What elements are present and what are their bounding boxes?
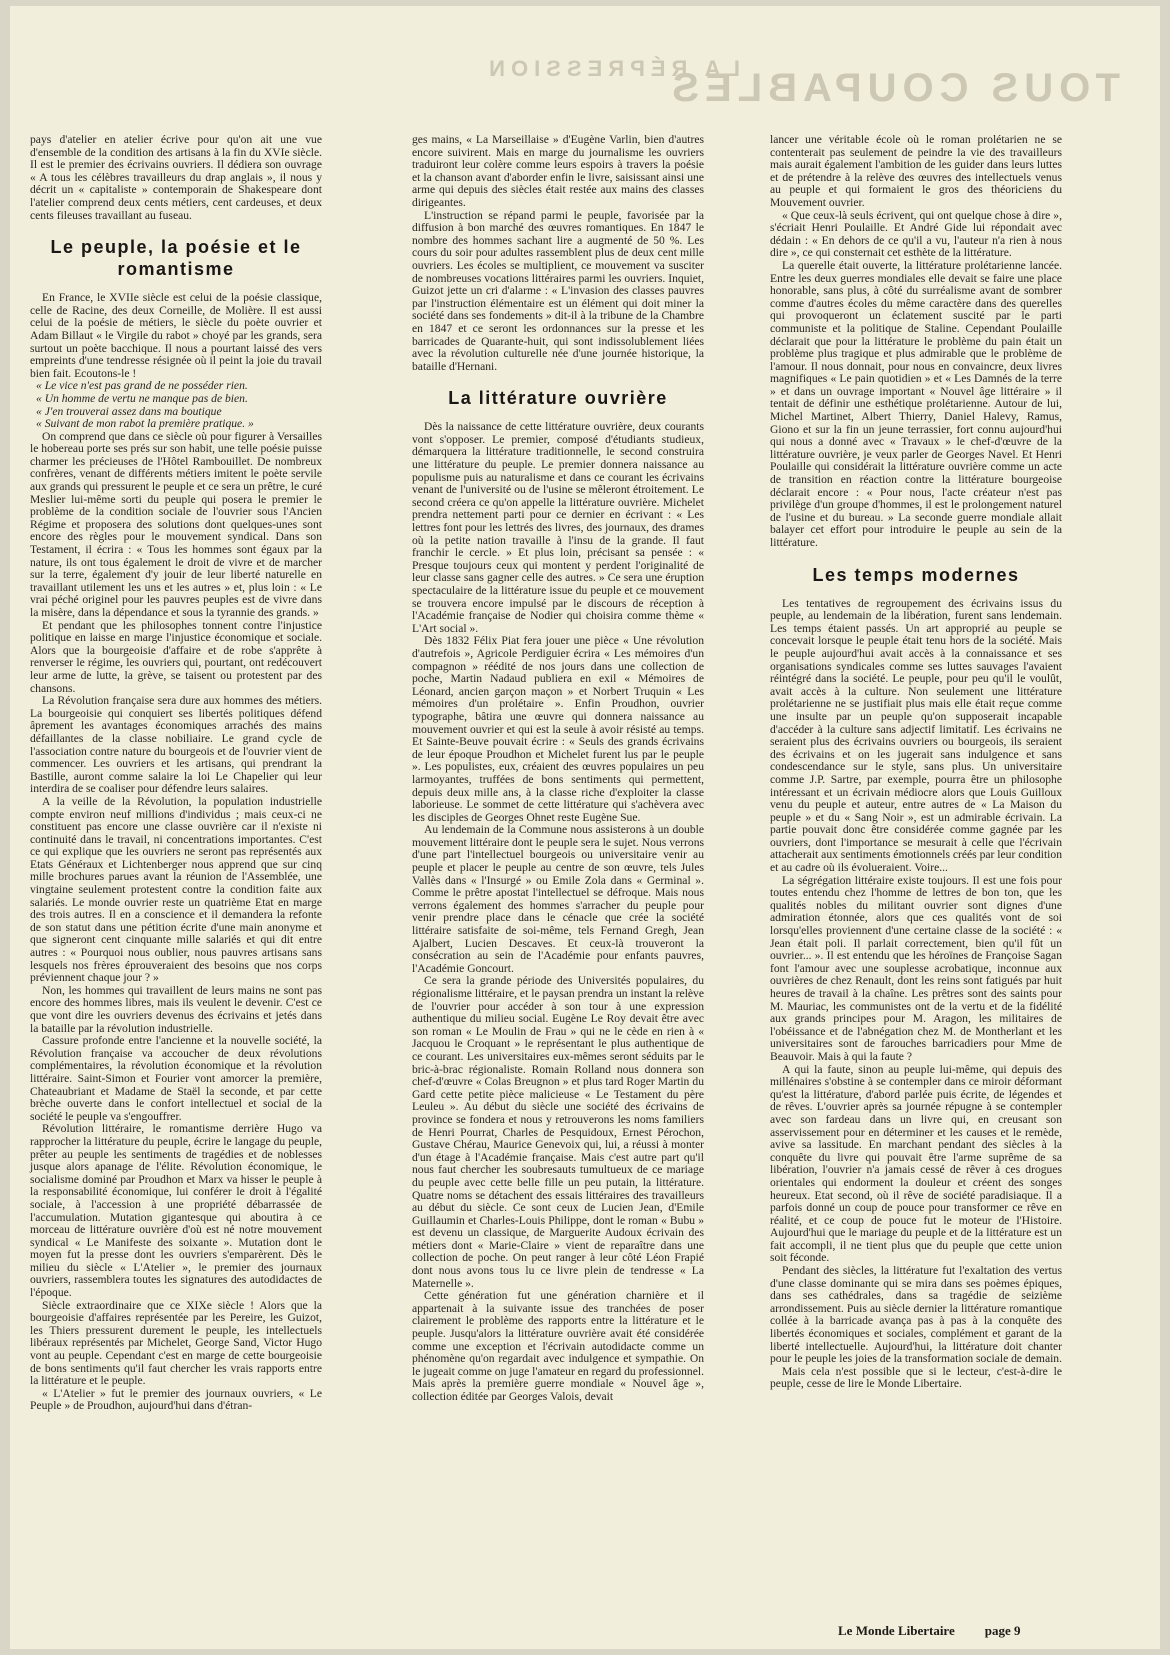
- paragraph: Révolution littéraire, le romantisme derrière Hugo va rapprocher la littérature du peuple, écrire le langage du peuple, prêter au peuple les sentiments de tragédies et de noblesses jusque alors apanage de l'élite. Révolution économique, le socialisme dominé par Proudhon et Marx va hisser le peuple à la responsabilité économique, lui conférer le droit à l'égalité sociale, à l'accession à une propriété débarrassée de l'accumulation. Mutation gigantesque qui aboutira à ce morceau de littérature ouvrière d'où est né notre mouvement syndical « Le Manifeste des soixante ». Mutation dont le moyen fut la presse dont les ouvriers s'emparèrent. Dès le milieu du siècle « L'Atelier », le premier des journaux ouvriers, rassemblera toutes les signatures des autodidactes de l'époque.: [30, 1122, 322, 1300]
- newspaper-name: Le Monde Libertaire: [838, 1623, 955, 1638]
- paragraph: Ce sera la grande période des Universités populaires, du régionalisme littéraire, et le paysan prendra un instant la relève de l'ouvrier pour accéder à son tour à une expression authentique du milieu social. Eugène Le Roy devait être avec son roman « Le Moulin de Frau » qui ne le cède en rien à « Jacquou le Croquant » le représentant le plus authentique de ce courant. Les universitaires eux-mêmes seront séduits par le bric-à-brac régionaliste. Romain Rolland nous donnera son chef-d'œuvre « Colas Breugnon » et plus tard Roger Martin du Gard cette petite pièce malicieuse « Le Testament du père Leuleu ». Au début du siècle une société des écrivains de province se fondera et nous y retrouverons les noms familiers de Henri Pourrat, Charles de Pesquidoux, Ernest Pérochon, Gustave Chérau, Maurice Genevoix qui, lui, a réussi à monter d'un étage à l'Académie française. Mais c'est autre part qu'il nous faut chercher les soubresauts tumultueux de ce mariage du peuple avec cette belle fille un peu putain, la littérature. Quatre noms se détachent des essais littéraires des travailleurs au début du siècle. Ce sont ceux de Lucien Jean, d'Emile Guillaumin et Charles-Louis Philippe, dont le roman « Bubu » est devenu un classique, de Marguerite Audoux écrivain des métiers dont « Marie-Claire » vient de reparaître dans une collection de poche. On peut ranger à leur côté Léon Frapié dont nous avons tous lu ce livre plein de tendresse « La Maternelle ».: [412, 974, 704, 1290]
- paragraph: A la veille de la Révolution, la population industrielle compte environ neuf millions d'individus ; mais ceux-ci ne constituent pas encore une classe ouvrière car il n'existe ni continuité dans le travail, ni concentrations importantes. C'est ce qui explique que les ouvriers ne seront pas représentés aux Etats Généraux et Lichtenberger nous apprend que sur cinq mille brochures parues avant la réunion de l'Assemblée, une vingtaine seulement protestent contre la condition faite aux salariés. Le monde ouvrier reste un quatrième Etat en marge des trois autres. Il en a conscience et il demandera la refonte de son statut dans une pétition écrite d'une main anonyme et que signeront cent cinquante mille salariés et qui dit entre autres : « Pourquoi nous oublier, nous pauvres artisans sans lesquels nos frères éprouveraient des besoins que nos corps préviennent chaque jour ? »: [30, 794, 322, 985]
- paragraph: A qui la faute, sinon au peuple lui-même, qui depuis des millénaires s'obstine à se contempler dans ce miroir déformant qu'est la littérature, d'abord parlée puis écrite, de légendes et de rêves. L'ouvrier après sa journée répugne à se contempler avec son fardeau dans un livre qui, en creusant son asservissement pour en déterminer et les causes et le remède, avive sa lassitude. En marchant pendant des siècles à la conquête du livre qui pouvait être l'arme suprême de sa libération, l'ouvrier n'a jamais cessé de rêver à ces drogues orientales qui endorment la douleur et créent des songes heureux. Etat second, où il rêve de société paradisiaque. Il a parfois donné un coup de pouce pour transformer ce rêve en réalité, et ce coup de pouce fut le moteur de l'Histoire. Aujourd'hui que le mariage du peuple et de la littérature est un fait accompli, il ne tient plus que du peuple que cette union soit féconde.: [770, 1062, 1062, 1265]
- paragraph: Mais cela n'est possible que si le lecteur, c'est-à-dire le peuple, cesse de lire le Monde Libertaire.: [770, 1364, 1062, 1391]
- paragraph: Dès 1832 Félix Piat fera jouer une pièce « Une révolution d'autrefois », Agricole Perdiguier écrira « Les mémoires d'un compagnon » réédité de nos jours dans une collection de poche, Martin Nadaud publiera en exil « Mémoires de Léonard, ancien garçon maçon » et Norbert Truquin « Les mémoires d'un prolétaire ». Enfin Proudhon, ouvrier typographe, bâtira une œuvre qui donnera naissance au mouvement ouvrier et qui est la seule à avoir résisté au temps. Et Sainte-Beuve pouvait écrire : « Seuls des grands écrivains de leur époque Proudhon et Michelet furent lus par le peuple ». Les populistes, eux, créaient des œuvres populaires un peu larmoyantes, truffées de bons sentiments qui permettent, depuis deux mille ans, à la classe riche d'exploiter la classe laborieuse. Le sommet de cette littérature qui s'achèvera avec les disciples de Georges Ohnet reste Eugène Sue.: [412, 634, 704, 824]
- verse-line: « Suivant de mon rabot la première pratique. »: [36, 417, 254, 431]
- column-1: [30, 134, 322, 1413]
- newspaper-page: [10, 6, 1160, 1649]
- verse-line: « Le vice n'est pas grand de ne posséder rien.: [36, 379, 248, 393]
- column-2: [412, 134, 704, 1404]
- paragraph: pays d'atelier en atelier écrive pour qu'on ait une vue d'ensemble de la condition des artisans à la fin du XVIe siècle. Il est le premier des écrivains ouvriers. Il dédiera son ouvrage « A tous les célèbres travailleurs du drap anglais », il nous y décrit un « capitaliste » contemporain de Shakespeare dont l'atelier comprend deux cents métiers, cent cardeuses, et deux cents fileuses travaillant au fuseau.: [30, 133, 322, 222]
- verse-line: « Un homme de vertu ne manque pas de bien.: [36, 391, 248, 405]
- paragraph: Pendant des siècles, la littérature fut l'exaltation des vertus d'une classe dominante qui se mira dans ses poèmes épiques, dans ses cathédrales, dans sa tragédie de seizième arrondissement. Puis au siècle dernier la littérature romantique collée à la barricade avança pas à pas à la conquête des libertés économiques et sociales, complément et garant de la liberté intellectuelle. Aujourd'hui, la littérature doit chanter pour le peuple les joies de la transformation sociale de demain.: [770, 1264, 1063, 1366]
- section-heading-temps-modernes: Les temps modernes: [812, 564, 1020, 585]
- paragraph: Non, les hommes qui travaillent de leurs mains ne sont pas encore des hommes libres, mais ils veulent le devenir. C'est ce que vont dire les ouvriers devenus des écrivains et jetés dans la bataille par la révolution industrielle.: [30, 983, 322, 1035]
- bleed-headline: TOUS COUPABLES: [666, 66, 1120, 110]
- column-3: [770, 134, 1062, 1391]
- section-heading-peuple-poesie: Le peuple, la poésie et le romantisme: [50, 237, 302, 280]
- page-number: page 9: [984, 1623, 1021, 1638]
- paragraph: La Révolution française sera dure aux hommes des métiers. La bourgeoisie qui conquiert ses libertés politiques défend âprement les avantages économiques arrachés des mains défaillantes de la classe nobiliaire. Le grand cycle de l'association contre nature du bourgeois et de l'ouvrier vient de commencer. Les ouvriers et les artisans, qui prendrant la Bastille, auront comme salaire la loi Le Chapelier qui leur interdira de se coaliser pour défendre leurs salaires.: [30, 694, 322, 796]
- paragraph: Cassure profonde entre l'ancienne et la nouvelle société, la Révolution française va accoucher de deux révolutions complémentaires, la révolution économique et la révolution littéraire. Saint-Simon et Fourier vont amorcer la première, Chateaubriant et Madame de Staël la seconde, et par cette brèche ouverte dans le confort intellectuel et social de la société le peuple va s'engouffrer.: [30, 1034, 322, 1123]
- paragraph: En France, le XVIIe siècle est celui de la poésie classique, celle de Racine, des deux Corneille, de Molière. Il est aussi celui de la poésie de métiers, le siècle du poète ouvrier et Adam Billaut « le Virgile du rabot » choyé par les grands, sera surtout un poète bacchique. Il nous a pourtant laissé des vers empreints d'une tendresse résignée où il peint la joie du travail bien fait. Ecoutons-le !: [30, 291, 322, 380]
- paragraph: ges mains, « La Marseillaise » d'Eugène Varlin, bien d'autres encore suivirent. Mais en marge du journalisme les ouvriers traduiront leur colère comme leurs espoirs à travers la poésie et la chanson avant d'aborder enfin le livre, saisissant ainsi une arme qui depuis des siècles était restée aux mains des classes dirigeantes.: [412, 133, 704, 209]
- paragraph: Et pendant que les philosophes tonnent contre l'injustice politique en laisse en marge l'injustice économique et sociale. Alors que la bourgeoisie d'affaire et de robe s'apprête à renverser le régime, les ouvriers qui, pourtant, ont redécouvert leur arme de lutte, la grève, se taisent ou protestent par des chansons.: [30, 618, 322, 695]
- paragraph: « L'Atelier » fut le premier des journaux ouvriers, « Le Peuple » de Proudhon, aujourd'hui dans d'étran-: [30, 1386, 322, 1413]
- page-footer: [838, 1623, 1021, 1639]
- verse-line: « J'en trouverai assez dans ma boutique: [36, 404, 222, 418]
- paragraph: « Que ceux-là seuls écrivent, qui ont quelque chose à dire », s'écriait Henri Poulaille. Et André Gide lui répondait avec dédain : « En dehors de ce qu'il a vu, l'auteur n'a rien à nous dire », ce qui consternait cet esthète de la littérature.: [770, 208, 1062, 260]
- paragraph: La ségrégation littéraire existe toujours. Il est une fois pour toutes entendu chez l'homme de lettres de bon ton, que les qualités nobles du militant ouvrier sont dignes d'une admiration étonnée, alors que ces qualités vont de soi lorsqu'elles proviennent d'une certaine classe de la société : « Jean était poli. Il parlait correctement, bien qu'il fût un ouvrier... ». Il est entendu que les héroïnes de Françoise Sagan font l'amour avec une souplesse acrobatique, inconnue aux ouvrières de chez Renault, dont les reins sont fatigués par huit heures de travail à la chaîne. Les prêtres sont des saints pour M. Mauriac, les communistes ont de la vertu et de la fidélité aux grands principes pour M. Aragon, les militaires de l'obéissance et de l'abnégation chez M. de Montherlant et les universitaires sont de farouches barricadiers pour Mme de Beauvoir. Mais à qui la faute ?: [770, 873, 1062, 1063]
- section-heading-litterature-ouvriere: La littérature ouvrière: [448, 388, 668, 409]
- paragraph: lancer une véritable école où le roman prolétarien ne se contenterait pas seulement de peindre la vie des travailleurs mais aurait également l'ambition de les guider dans leurs luttes et de prétendre à la relève des œuvres des intellectuels venus au peuple et qui formaient le gros des théoriciens du Mouvement ouvrier.: [770, 133, 1062, 209]
- bleed-subhead: LA RÉPRESSION: [483, 56, 740, 81]
- paragraph: L'instruction se répand parmi le peuple, favorisée par la diffusion à bon marché des œuvres romantiques. En 1847 le nombre des hommes sachant lire a augmenté de 50 %. Les cours du soir pour adultes rassemblent plus de deux cent mille ouvriers. Les écoles se multiplient, ce mouvement va susciter de nombreuses vocations littéraires parmi les ouvriers. Inquiet, Guizot jette un cri d'alarme : « L'invasion des classes pauvres par l'instruction élémentaire est un élément qui doit miner la société dans ses fondements » dit-il à la tribune de la Chambre en 1847 et ce seront les ordonnances sur la presse et les barricades de Quarante-huit, qui sont indissolublement liées avec la révolution culturelle née d'une journée historique, la bataille d'Hernani.: [412, 208, 704, 373]
- paragraph: Les tentatives de regroupement des écrivains issus du peuple, au lendemain de la libération, furent sans lendemain. Les temps étaient passés. Un art approprié au peuple se concevait lorsque le peuple était tenu hors de la société. Mais le peuple aujourd'hui avait accès à la connaissance et ses organisations syndicales comme ses luttes sauvages l'avaient réintégré dans la société. Le peuple, pour peu qu'il le voulût, avait accès à la culture. Non seulement une littérature prolétarienne ne se justifiait plus mais elle était reçue comme une insulte par un peuple qu'on supposerait incapable d'accéder à la culture sans adjectif limitatif. Les écrivains ne seraient plus des écrivains ouvriers ou bourgeois, ils seraient des écrivains et on les jugerait sans indulgence et sans condescendance sur le style, sans plus. Un universitaire comme J.P. Sartre, par exemple, pourra être un philosophe intéressant et un écrivain médiocre alors que Louis Guilloux venu du peuple et auteur, entre autres de « La Maison du peuple » et du « Sang Noir », est un admirable écrivain. La partie pouvait donc être considérée comme gagnée par les ouvriers, dont l'importance se mesurait à celle que l'écrivain attacherait aux sentiments émotionnels créés par leur condition et au cadre où ils évolueraient. Voire...: [770, 596, 1062, 875]
- paragraph: La querelle était ouverte, la littérature prolétarienne lancée. Entre les deux guerres mondiales elle devait se faire une place honorable, sans plus, à côté du surréalisme avant de sombrer comme d'autres écoles du même caractère dans des querelles qui provoqueront un éclatement suscité par le parti communiste et la politique de Staline. Cependant Poulaille déclarait que pour la littérature le problème du pain était un problème plus tragique et plus admirable que le problème de l'amour. Il nous donnait, pour nous en convaincre, deux livres magnifiques « Le pain quotidien » et « Les Damnés de la terre » et dans un ouvrage important « Nouvel âge littéraire » il tentait de définir une esthétique prolétarienne. Autour de lui, Michel Martinet, Albert Thierry, Daniel Halevy, Ramus, Giono et sur la fin un jeune terrassier, fort connu aujourd'hui qui nous a donné avec « Travaux » le chef-d'œuvre de la littérature ouvrière, je veux parler de Georges Navel. Et Henri Poulaille qui considérait la littérature ouvrière comme un acte de transition en réaction contre la littérature bourgeoise déclarait encore : « Pour nous, l'acte créateur n'est pas privilège d'un groupe d'hommes, il est le prolongement naturel de l'usine et du bureau. » La seconde guerre mondiale allait balayer cet effort pour introduire le peuple au sein de la littérature.: [770, 258, 1062, 549]
- paragraph: On comprend que dans ce siècle où pour figurer à Versailles le hobereau porte ses prés sur son habit, une telle poésie puisse charmer les précieuses de l'Hôtel Rambouillet. De nombreux confrères, venant de différents métiers imitent le poète servile aux grands qui pressurent le peuple et ce sera un prêtre, le curé Meslier lui-même sorti du peuple qui posera le premier le problème de la condition sociale de l'ouvrier sous l'Ancien Régime et proposera des solutions dont quelques-unes sont encore des règles pour le mouvement syndical. Dans son Testament, il écrira : « Tous les hommes sont égaux par la nature, ils ont tous également le droit de vivre et de marcher sur la terre, également d'y jouir de leur liberté naturelle en travaillant utilement les uns et les autres » et, plus loin : « Le vrai péché originel pour les pauvres peuples est de vivre dans la misère, dans la dépendance et sous la tyrannie des grands. »: [30, 429, 322, 619]
- paragraph: Dès la naissance de cette littérature ouvrière, deux courants vont s'opposer. Le premier, composé d'étudiants studieux, démarquera la littérature traditionnelle, le second construira une littérature du peuple. Le premier donnera naissance au populisme puis au naturalisme et dans ce courant les écrivains venant de l'université ou de l'usine se mêleront étroitement. Le second créera ce qu'on appelle la littérature ouvrière. Michelet prendra nettement parti pour ce dernier en écrivant : « Les lettres font pour les lettrés des livres, des journaux, des drames où la petite nation travaille à l'insu de la grande. Il faut franchir le cercle. » Et plus loin, précisant sa pensée : « Presque toujours ceux qui montent y perdent l'originalité de leur classe sans gagner celle des autres. » Ce sera une éruption spectaculaire de la littérature issue du peuple et ce mouvement se trouvera encore impulsé par le discours de réception à l'Académie française de Nodier qui choisira comme thème « L'Art social ».: [412, 420, 704, 635]
- paragraph: Siècle extraordinaire que ce XIXe siècle ! Alors que la bourgeoisie d'affaires représentée par les Pereire, les Guizot, les Thiers pressurent durement le peuple, les intellectuels libéraux représentés par Michelet, George Sand, Victor Hugo vont au peuple. Cependant c'est en marge de cette bourgeoisie de bons sentiments qu'il faut chercher les vrais rapports entre la littérature et le peuple.: [30, 1298, 322, 1388]
- paragraph: Au lendemain de la Commune nous assisterons à un double mouvement littéraire dont le peuple sera le sujet. Nous verrons d'une part l'intellectuel bourgeois ou universitaire venir au peuple et placer le peuple au centre de son œuvre, tels Jules Vallès dans « l'Insurgé » ou Emile Zola dans « Germinal ». Comme le prêtre apostat l'intellectuel se défroque. Mais nous verrons également des hommes s'arracher du peuple pour venir prendre place dans le cénacle que crée la société littéraire satisfaite de soi-même, tels Fernand Gregh, Jean Ajalbert, Lucien Descaves. Et ceux-là trouveront la consécration au sein de l'Académie pour enfants pauvres, l'Académie Goncourt.: [412, 823, 704, 975]
- paragraph: Cette génération fut une génération charnière et il appartenait à la suivante issue des tranchées de poser clairement le problème des rapports entre la littérature et le peuple. Jusqu'alors la littérature ouvrière avait été considérée comme une exception et l'écrivain autodidacte comme un phénomène qu'on regardait avec indulgence et sympathie. On le jugeait comme on juge l'amateur en regard du professionnel. Mais après la première guerre mondiale « Nouvel âge », collection éditée par Georges Valois, devait: [412, 1289, 704, 1403]
